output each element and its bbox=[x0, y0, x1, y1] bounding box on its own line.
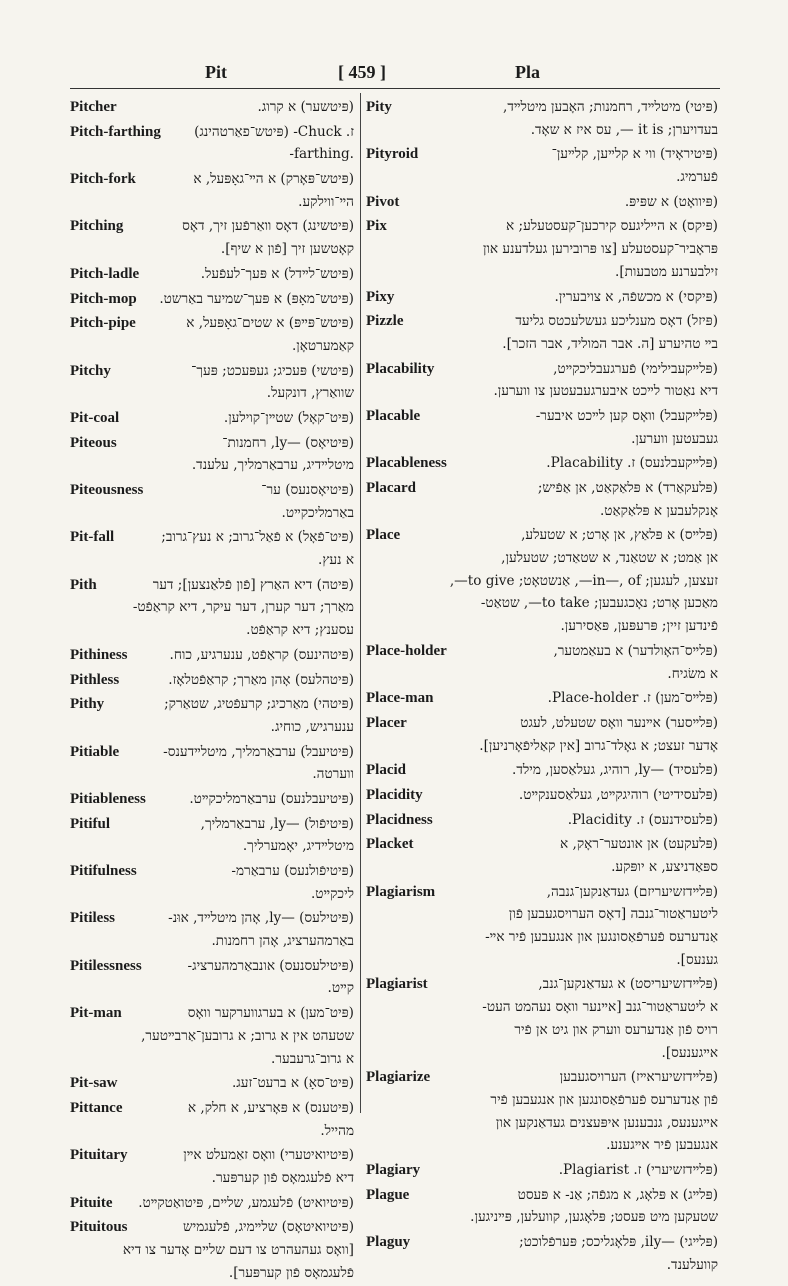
entry-definition: (פּלעסידנעס) ז. Placidity. bbox=[567, 811, 718, 828]
entry-definition: (פּיטש־פּײפּ) א שטים־גאָפּעל, א bbox=[186, 315, 354, 332]
dictionary-entry bbox=[366, 1184, 718, 1229]
entry-continuation-line: מהייל. bbox=[320, 1122, 354, 1139]
entry-first-line bbox=[70, 288, 354, 311]
entry-first-line bbox=[70, 741, 354, 764]
entry-continuation-line: אן אַמט; א שטאַנד, א שטאַדט; שטעלען, bbox=[501, 550, 718, 567]
entry-first-line bbox=[366, 759, 718, 782]
entry-definition: (פּיטש־לײדל) א פּעך־לעפֿעל. bbox=[200, 265, 354, 282]
entry-definition: (פּיקסי) א מכשפֿה, א צויבערין. bbox=[554, 288, 718, 305]
entry-definition: (פּלײס־האָולדער) א בעאַמטער, bbox=[553, 642, 718, 659]
entry-continuation-line: בעדויערן; it is —, עס איז א שאָד. bbox=[530, 121, 718, 138]
dictionary-entry bbox=[70, 215, 354, 260]
entry-continuation-line: א ליטעראַטור־גנב [אײנער וואָס נעהמט העט- bbox=[482, 999, 718, 1016]
entry-continuation-line: שטעהט אין א גרוב; א גרובען־אַרבײטער, bbox=[141, 1027, 354, 1044]
entry-definition: (פּלײגי) —ily, פּלאָגליכס; פּערפֿלוכט; bbox=[519, 1234, 718, 1250]
entry-continuation-line: ליכקײט. bbox=[310, 885, 354, 902]
entry-first-line bbox=[70, 574, 354, 597]
entry-headword: Placable bbox=[366, 407, 421, 424]
dictionary-entry bbox=[366, 712, 718, 757]
entry-continuation-line: אָדער זעצט; א גאָלד־גרוב [אין קאַליפֿאָרניען]. bbox=[479, 737, 718, 754]
entry-continuation-line: אַנדערעס פֿערפֿאַסונגען און אנגעבען פֿיר אײ- bbox=[485, 929, 718, 946]
entry-definition: (פּיט־מען) א בערגווערקער וואָס bbox=[187, 1005, 354, 1022]
dictionary-column-right bbox=[366, 96, 718, 1278]
entry-definition: (פּיטהי) מאַרכיג; קרעפֿטיג, שטאַרק; bbox=[164, 696, 354, 713]
entry-headword: Plagiarist bbox=[366, 976, 428, 993]
entry-first-line bbox=[70, 1072, 354, 1095]
entry-headword: Pit-fall bbox=[70, 529, 115, 546]
dictionary-entry bbox=[70, 741, 354, 786]
entry-headword: Piteous bbox=[70, 434, 117, 451]
entry-continuation-line: ענערגיש, כוחיג. bbox=[270, 718, 354, 735]
entry-first-line bbox=[366, 712, 718, 735]
entry-headword: Pitiable bbox=[70, 743, 120, 760]
entry-continuation-line: באַרמליכקײט. bbox=[281, 504, 354, 521]
entry-headword: Placidity bbox=[366, 786, 423, 803]
entry-definition: (פּיטילעס) —ly, אָהן מיטלײד, אוּנ- bbox=[168, 910, 354, 927]
entry-headword: Pitching bbox=[70, 218, 124, 235]
entry-first-line bbox=[70, 1216, 354, 1239]
entry-first-line bbox=[366, 358, 718, 381]
dictionary-entry bbox=[366, 191, 718, 214]
entry-headword: Pithless bbox=[70, 671, 120, 688]
entry-first-line bbox=[366, 477, 718, 500]
entry-headword: Pitch-pipe bbox=[70, 315, 136, 332]
entry-continuation-line: שטעקען מיט פּעסט; פּלאָגען, קוועלען, פּײניגען. bbox=[470, 1209, 718, 1226]
entry-headword: Placability bbox=[366, 360, 435, 377]
dictionary-entry bbox=[366, 215, 718, 283]
dictionary-entry bbox=[70, 574, 354, 642]
dictionary-entry bbox=[70, 788, 354, 811]
entry-definition: (פּלײדזשיעריסט) א געדאַנקען־גנב, bbox=[538, 976, 718, 993]
entry-definition: (פּיטהלעס) אָהן מאַרך; קראַפֿטלאָז. bbox=[168, 671, 354, 688]
entry-continuation-line: רויס פֿון אַנדערעס ווערק און גיט אן פֿיר bbox=[514, 1021, 718, 1038]
entry-definition: (פּלעסיד) —ly, רוהיג, געלאַסען, מילד. bbox=[512, 762, 718, 779]
entry-continuation-line: [וואָס געהעהרט צו דעם שלײם אָדער צו דיא bbox=[122, 1242, 354, 1258]
dictionary-entry bbox=[366, 881, 718, 972]
entry-continuation-line: דיא פֿלעגמאָס פֿון קערפּער. bbox=[211, 1169, 354, 1186]
entry-headword: Pitiless bbox=[70, 910, 115, 927]
dictionary-entry bbox=[70, 168, 354, 213]
dictionary-entry bbox=[70, 360, 354, 405]
entry-headword: Plague bbox=[366, 1186, 410, 1203]
entry-first-line bbox=[70, 479, 354, 502]
entry-first-line bbox=[366, 286, 718, 309]
dictionary-entry bbox=[366, 1066, 718, 1157]
entry-definition: (פּיטשינג) דאָס װאַרפֿען זיך, דאָס bbox=[182, 218, 354, 235]
dictionary-entry bbox=[366, 405, 718, 450]
entry-definition: (פּלעקעט) אן אונטער־ראָק, א bbox=[560, 836, 718, 853]
entry-first-line bbox=[366, 687, 718, 710]
entry-definition: (פּלײקעבילימי) פֿערגעבליכקײט, bbox=[553, 360, 718, 377]
dictionary-entry bbox=[366, 759, 718, 782]
entry-first-line bbox=[70, 669, 354, 692]
entry-definition: (פּיטילעסנעס) אונבאַרמהערציג- bbox=[187, 957, 354, 974]
entry-continuation-line: באַרמהערציג, אָהן רחמנות. bbox=[211, 933, 354, 950]
entry-first-line bbox=[70, 168, 354, 191]
entry-continuation-line: פֿינדען זיין; פּרעפּען, פּאַסירען. bbox=[560, 618, 718, 635]
entry-first-line bbox=[366, 310, 718, 333]
entry-definition: (פּלײקעבלנעס) ז. Placability. bbox=[546, 455, 718, 472]
dictionary-entry bbox=[366, 784, 718, 807]
entry-definition: (פּיטיפֿול) —ly, ערבאַרמליך, bbox=[200, 815, 354, 832]
entry-headword: Pitcher bbox=[70, 99, 117, 115]
entry-headword: Pivot bbox=[366, 193, 400, 210]
dictionary-entry bbox=[366, 358, 718, 403]
entry-continuation-line: אנגעבען פֿיר אײגענע. bbox=[606, 1137, 718, 1154]
entry-continuation-line: ליטעראַטור־גנבה [דאָס הערויסגעבען פֿון bbox=[508, 906, 718, 923]
entry-headword: Place-holder bbox=[366, 642, 447, 659]
dictionary-entry bbox=[366, 524, 718, 637]
dictionary-entry bbox=[70, 263, 354, 286]
dictionary-entry bbox=[70, 907, 354, 952]
entry-headword: Pizzle bbox=[366, 313, 404, 330]
dictionary-entry bbox=[70, 669, 354, 692]
entry-first-line bbox=[70, 1002, 354, 1025]
entry-continuation-line: פֿלעגמאָס פֿון קערפּער]. bbox=[228, 1264, 354, 1281]
entry-first-line bbox=[70, 312, 354, 335]
entry-headword: Plagiary bbox=[366, 1161, 421, 1178]
entry-headword: Pitch-ladle bbox=[70, 265, 140, 282]
entry-first-line bbox=[70, 1192, 354, 1215]
dictionary-entry bbox=[366, 1231, 718, 1276]
entry-definition: (פּיטיעבל) ערבאַרמליך, מיטלײדענס- bbox=[163, 743, 354, 760]
entry-continuation-line: גענעס]. bbox=[676, 951, 718, 968]
column-divider bbox=[360, 93, 361, 1113]
entry-continuation-line: ווערטה. bbox=[312, 766, 354, 783]
entry-definition: (פּיקס) א הײליגעס קירכען־קעסטעלע; א bbox=[506, 218, 718, 235]
entry-headword: Placableness bbox=[366, 455, 447, 472]
entry-continuation-line: אָנקלעבען א פּלאַקאַט. bbox=[599, 502, 718, 519]
entry-first-line bbox=[366, 881, 718, 904]
entry-headword: Pity bbox=[366, 99, 392, 115]
entry-definition: (פּלײדזשיעראײז) הערויסגעבען bbox=[559, 1069, 718, 1086]
entry-first-line bbox=[366, 143, 718, 166]
dictionary-entry bbox=[366, 973, 718, 1064]
dictionary-entry bbox=[366, 687, 718, 710]
entry-headword: Pituite bbox=[70, 1194, 113, 1211]
entry-headword: Pitchy bbox=[70, 362, 111, 379]
entry-first-line bbox=[70, 121, 354, 144]
entry-headword: Piteousness bbox=[70, 482, 144, 498]
entry-definition: ז. Chuck- (פּיטש־פאַרטהינג) bbox=[194, 123, 354, 140]
entry-definition: (פּיטיפֿולנעס) ערבאַרמ- bbox=[231, 863, 354, 879]
entry-definition: (פּיטש־פּאָרק) א הײ־גאָפּעל, א bbox=[193, 171, 354, 188]
entry-headword: Pit-coal bbox=[70, 409, 120, 426]
entry-first-line bbox=[70, 96, 354, 119]
entry-definition: (פּיט־סאָ) א ברעט־זעג. bbox=[231, 1075, 354, 1092]
dictionary-entry bbox=[366, 833, 718, 878]
entry-first-line bbox=[70, 788, 354, 811]
entry-first-line bbox=[70, 215, 354, 238]
entry-first-line bbox=[70, 860, 354, 883]
entry-headword: Place-man bbox=[366, 690, 434, 707]
entry-first-line bbox=[70, 263, 354, 286]
entry-headword: Pitch-fork bbox=[70, 171, 136, 188]
entry-definition: (פּיטיראָיד) ווי א קלײען, קלײען־ bbox=[551, 146, 718, 163]
entry-headword: Pithiness bbox=[70, 646, 128, 663]
dictionary-entry bbox=[366, 286, 718, 309]
entry-first-line bbox=[70, 407, 354, 430]
entry-continuation-line: אײגענעס, גנבענען איפּעצנים געדאַנקען און bbox=[495, 1114, 718, 1131]
entry-first-line bbox=[366, 640, 718, 663]
dictionary-entry bbox=[366, 143, 718, 188]
dictionary-entry bbox=[70, 1144, 354, 1189]
entry-definition: (פּלײקעבל) וואָס קען לײכט איבער- bbox=[535, 407, 718, 424]
dictionary-entry bbox=[70, 407, 354, 430]
header-first-word: Pit bbox=[205, 62, 227, 82]
entry-headword: Plaguy bbox=[366, 1234, 411, 1250]
entry-headword: Pituitary bbox=[70, 1147, 128, 1164]
entry-continuation-line: דיא נאַטור לײכט איבערגעבעטען צו ווערען. bbox=[493, 383, 718, 400]
entry-continuation-line: מאַרך; דער קערן, דער עיקר, דיא קראַפֿט- bbox=[132, 599, 354, 616]
entry-headword: Pit-man bbox=[70, 1005, 122, 1022]
entry-first-line bbox=[366, 405, 718, 428]
entry-headword: Pitch-farthing bbox=[70, 123, 161, 140]
entry-first-line bbox=[70, 1097, 354, 1120]
dictionary-entry bbox=[70, 1097, 354, 1142]
dictionary-entry bbox=[70, 288, 354, 311]
dictionary-entry bbox=[70, 1192, 354, 1215]
entry-continuation-line: אײגענעס]. bbox=[661, 1044, 718, 1061]
dictionary-entry bbox=[70, 526, 354, 571]
entry-first-line bbox=[366, 452, 718, 475]
entry-headword: Placket bbox=[366, 836, 414, 853]
entry-headword: Placidness bbox=[366, 811, 433, 828]
entry-continuation-line: קאַמערטאָן. bbox=[291, 337, 354, 354]
entry-continuation-line: קוועלענד. bbox=[666, 1256, 718, 1273]
entry-continuation-line: .farthing- bbox=[289, 146, 354, 163]
entry-headword: Pittance bbox=[70, 1099, 123, 1116]
entry-headword: Pitiful bbox=[70, 815, 110, 832]
entry-first-line bbox=[366, 1066, 718, 1089]
entry-headword: Plagiarize bbox=[366, 1069, 431, 1086]
entry-definition: (פּיט־פֿאָל) א פֿאַל־גרוב; א נעץ־גרוב; bbox=[161, 529, 354, 546]
entry-headword: Placer bbox=[366, 714, 407, 731]
entry-continuation-line: בײ טהיערע [ה. אבר המוליד, אבר הזכר]. bbox=[502, 335, 718, 352]
dictionary-entry bbox=[70, 1072, 354, 1095]
entry-definition: (פּיטיואיט) פֿלעגמע, שלײם, פּיטואַטקײט. bbox=[138, 1194, 354, 1211]
entry-definition: (פּיט־קאָל) שטײן־קוילען. bbox=[223, 409, 354, 426]
entry-continuation-line: א נעץ. bbox=[318, 552, 354, 569]
entry-first-line bbox=[366, 1231, 718, 1254]
dictionary-entry bbox=[70, 693, 354, 738]
entry-definition: (פּיטענס) א פּאָרציע, א חלק, א bbox=[187, 1099, 354, 1116]
entry-continuation-line: מאַכען אָרט; נאָכגעבען; to take—, שטאַט- bbox=[480, 595, 718, 612]
dictionary-entry bbox=[70, 479, 354, 524]
dictionary-entry bbox=[70, 96, 354, 119]
entry-headword: Pithy bbox=[70, 696, 105, 713]
entry-headword: Place bbox=[366, 527, 401, 544]
entry-headword: Pityroid bbox=[366, 146, 419, 163]
dictionary-entry bbox=[366, 809, 718, 832]
entry-continuation-line: פּראָביר־קעסטעלע [צו פּרובירען געלדענע און bbox=[482, 241, 718, 258]
header-last-word: Pla bbox=[515, 62, 540, 82]
page-header bbox=[70, 62, 720, 88]
entry-definition: (פּיטיאָס) —ly, רחמנות־ bbox=[222, 434, 354, 451]
entry-continuation-line: געבעטען ווערען. bbox=[631, 430, 718, 447]
entry-first-line bbox=[70, 432, 354, 455]
entry-headword: Pitch-mop bbox=[70, 290, 137, 307]
entry-continuation-line: זעצען, לעגען; in—, of—, אַנשטאָט; to give—, bbox=[449, 572, 718, 589]
dictionary-entry bbox=[70, 1002, 354, 1070]
dictionary-entry bbox=[366, 640, 718, 685]
dictionary-column-left bbox=[70, 96, 354, 1286]
entry-headword: Pix bbox=[366, 218, 387, 235]
entry-headword: Pituitous bbox=[70, 1219, 128, 1236]
entry-first-line bbox=[70, 907, 354, 930]
dictionary-entry bbox=[70, 312, 354, 357]
entry-headword: Pixy bbox=[366, 288, 395, 305]
entry-first-line bbox=[70, 693, 354, 716]
entry-headword: Pith bbox=[70, 576, 97, 593]
entry-headword: Pitifulness bbox=[70, 863, 137, 879]
entry-definition: (פּיטשער) א קרוג. bbox=[257, 99, 354, 115]
entry-continuation-line: מיטלײדיג, יאָמערליך. bbox=[242, 838, 354, 855]
entry-first-line bbox=[70, 526, 354, 549]
entry-first-line bbox=[366, 1159, 718, 1182]
entry-continuation-line: פֿון אַנדערעס פֿערפֿאַסונגען און אנגעבען פֿיר bbox=[490, 1091, 718, 1108]
entry-first-line bbox=[70, 1144, 354, 1167]
entry-headword: Pitilessness bbox=[70, 957, 142, 974]
entry-definition: (פּיטי) מיטלײד, רחמנות; האָבען מיטלײד, bbox=[503, 99, 718, 115]
entry-definition: (פּלײדזשיעריזם) געדאַנקען־גנבה, bbox=[546, 883, 718, 900]
entry-continuation-line: קאָטשען זיך [פֿון א שיף]. bbox=[220, 241, 354, 258]
header-rule bbox=[70, 88, 720, 89]
entry-headword: Placid bbox=[366, 762, 406, 779]
entry-continuation-line: ספּאַדניצע, א יופּקע. bbox=[611, 859, 718, 875]
dictionary-entry bbox=[70, 860, 354, 905]
dictionary-entry bbox=[366, 477, 718, 522]
dictionary-entry bbox=[70, 432, 354, 477]
entry-definition: (פּיטיאָסנעס) ער־ bbox=[261, 482, 354, 498]
dictionary-entry bbox=[366, 310, 718, 355]
entry-first-line bbox=[70, 360, 354, 383]
entry-headword: Placard bbox=[366, 480, 416, 496]
entry-headword: Pitiableness bbox=[70, 790, 146, 807]
entry-continuation-line: מיטלײדיג, ערבאַרמליך, עלענד. bbox=[191, 457, 354, 474]
dictionary-entry bbox=[366, 96, 718, 141]
entry-definition: (פּיטיעבלנעס) ערבאַרמליכקײט. bbox=[189, 790, 354, 807]
entry-first-line bbox=[366, 784, 718, 807]
entry-first-line bbox=[366, 191, 718, 214]
dictionary-entry bbox=[70, 955, 354, 1000]
entry-continuation-line: הײ־ווילקע. bbox=[298, 193, 354, 210]
entry-definition: (פּיוואָט) א שפּיפּ. bbox=[624, 193, 718, 210]
entry-headword: Pit-saw bbox=[70, 1075, 118, 1092]
entry-definition: (פּיטשי) פּעכיג; געפּעכט; פּעך־ bbox=[191, 362, 354, 379]
entry-definition: (פּיטה) דיא האַרץ [פֿון פֿלאַנצען]; דער bbox=[152, 576, 354, 593]
entry-continuation-line: פֿערמיג. bbox=[676, 169, 718, 186]
entry-first-line bbox=[366, 215, 718, 238]
entry-continuation-line: זילבערנע מטבעות]. bbox=[615, 263, 718, 280]
entry-first-line bbox=[70, 955, 354, 978]
entry-continuation-line: א משׂגיח. bbox=[667, 665, 718, 682]
entry-continuation-line: קײט. bbox=[327, 980, 354, 997]
entry-definition: (פּלעקאַרד) א פּלאַקאַט, אן אַפֿיש; bbox=[537, 480, 718, 496]
entry-first-line bbox=[366, 1184, 718, 1207]
entry-definition: (פּיטיואיטאָס) שלײמיג, פֿלעגמיש bbox=[183, 1219, 354, 1236]
entry-first-line bbox=[366, 809, 718, 832]
entry-definition: (פּלײס) א פּלאַץ, אן אָרט; א שטעלע, bbox=[521, 527, 718, 544]
entry-definition: (פּלײסער) אײנער וואָס שטעלט, לעגט bbox=[520, 714, 718, 731]
entry-continuation-line: שוואַרץ, דונקעל. bbox=[266, 385, 354, 402]
entry-first-line bbox=[366, 833, 718, 856]
dictionary-entry bbox=[366, 1159, 718, 1182]
entry-continuation-line: עסענץ; דיא קראַפֿט. bbox=[246, 622, 354, 639]
page-number: [ 459 ] bbox=[338, 62, 386, 82]
entry-definition: (פּלעסידיטי) רוהיגקײט, געלאַסענקײט. bbox=[518, 786, 718, 803]
entry-definition: (פּלײס־מען) ז. Place-holder. bbox=[547, 690, 718, 707]
entry-headword: Plagiarism bbox=[366, 883, 436, 900]
entry-first-line bbox=[70, 813, 354, 836]
entry-definition: (פּיטיואיטערי) וואָס זאַמעלט אײן bbox=[183, 1147, 354, 1164]
entry-first-line bbox=[366, 524, 718, 547]
entry-first-line bbox=[366, 973, 718, 996]
entry-first-line bbox=[70, 644, 354, 667]
dictionary-entry bbox=[70, 644, 354, 667]
dictionary-entry bbox=[70, 813, 354, 858]
entry-definition: (פּלײדזשיערי) ז. Plagiarist. bbox=[558, 1161, 718, 1178]
entry-definition: (פּלײג) א פּלאָג, א מגפֿה; אַנ- א פּעסט bbox=[517, 1186, 718, 1203]
dictionary-entry bbox=[70, 1216, 354, 1284]
entry-definition: (פּיטהינעס) קראַפֿט, ענערגיע, כוח. bbox=[169, 646, 354, 663]
entry-continuation-line: א גרוב־גרעבער. bbox=[271, 1050, 354, 1067]
dictionary-entry bbox=[366, 452, 718, 475]
entry-definition: (פּיטש־מאָפּ) א פּעך־שמיער באַרשט. bbox=[159, 290, 354, 307]
entry-first-line bbox=[366, 96, 718, 119]
dictionary-entry bbox=[70, 121, 354, 166]
entry-definition: (פּיזל) דאָס מענליכע געשלעכטס גליעד bbox=[515, 313, 718, 330]
